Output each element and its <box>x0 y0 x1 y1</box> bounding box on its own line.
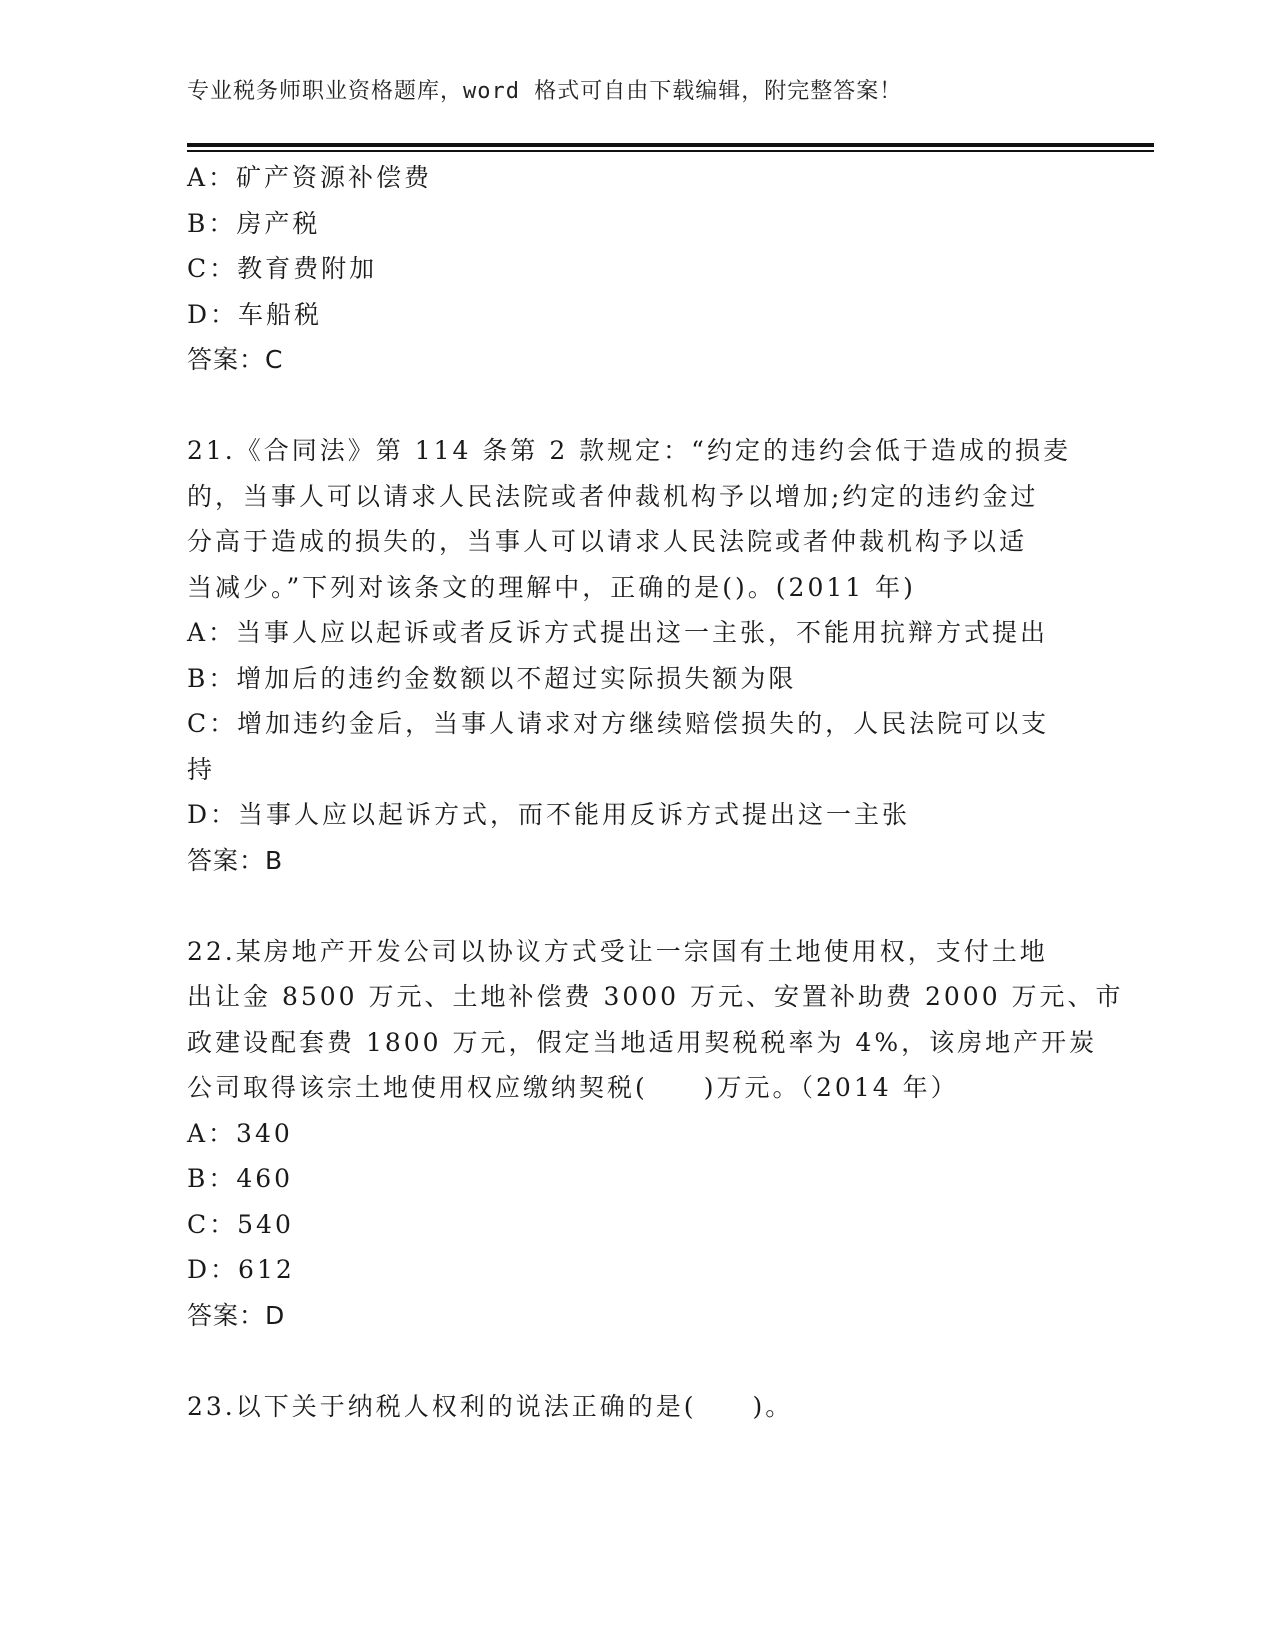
question-block-23 <box>187 1384 1087 1430</box>
option-c: C：教育费附加 <box>187 254 378 283</box>
question-block-21 <box>187 428 1087 883</box>
answer: 答案：B <box>187 845 284 875</box>
question-text-line: 当减少。”下列对该条文的理解中，正确的是()。(2011 年) <box>187 572 916 602</box>
header-rule-thick <box>187 143 1154 147</box>
option-a: A：当事人应以起诉或者反诉方式提出这一主张，不能用抗辩方式提出 <box>187 618 1049 647</box>
option-b: B：增加后的违约金数额以不超过实际损失额为限 <box>187 663 797 693</box>
option-d: D：当事人应以起诉方式，而不能用反诉方式提出这一主张 <box>187 800 911 829</box>
answer: 答案：D <box>187 1300 286 1330</box>
option-b: B：460 <box>187 1164 294 1193</box>
option-c: C：540 <box>187 1209 294 1239</box>
question-text-line: 21.《合同法》第 114 条第 2 款规定：“约定的违约会低于造成的损麦 <box>187 436 1071 465</box>
question-text-line: 22.某房地产开发公司以协议方式受让一宗国有土地使用权，支付土地 <box>187 936 1048 966</box>
question-text-line: 政建设配套费 1800 万元，假定当地适用契税税率为 4%，该房地产开炭 <box>187 1027 1098 1057</box>
question-block-22 <box>187 929 1124 1339</box>
spacer <box>187 383 1087 429</box>
question-text-line: 的，当事人可以请求人民法院或者仲裁机构予以增加;约定的违约金过 <box>187 481 1039 511</box>
option-c-continued: 持 <box>187 754 216 784</box>
option-b: B：房产税 <box>187 208 321 238</box>
header-rule-thin <box>187 150 1154 152</box>
page-header: 专业税务师职业资格题库，word 格式可自由下载编辑，附完整答案！ <box>187 79 903 104</box>
option-a: A：340 <box>187 1118 293 1148</box>
option-c: C：增加违约金后，当事人请求对方继续赔偿损失的，人民法院可以支 <box>187 709 1050 738</box>
question-block-20 <box>187 155 1087 383</box>
option-d: D：车船税 <box>187 299 323 329</box>
question-content <box>187 155 1124 1429</box>
question-text-line: 公司取得该宗土地使用权应缴纳契税( )万元。（2014 年） <box>187 1073 959 1102</box>
question-text-line: 23.以下关于纳税人权利的说法正确的是( )。 <box>187 1391 794 1421</box>
option-a: A：矿产资源补偿费 <box>187 163 433 192</box>
option-d: D：612 <box>187 1255 295 1284</box>
question-text-line: 分高于造成的损失的，当事人可以请求人民法院或者仲裁机构予以适 <box>187 527 1028 556</box>
spacer <box>187 883 1087 929</box>
question-text-line: 出让金 8500 万元、土地补偿费 3000 万元、安置补助费 2000 万元、市 <box>187 982 1124 1011</box>
spacer <box>187 1338 1087 1384</box>
answer: 答案：C <box>187 345 284 374</box>
